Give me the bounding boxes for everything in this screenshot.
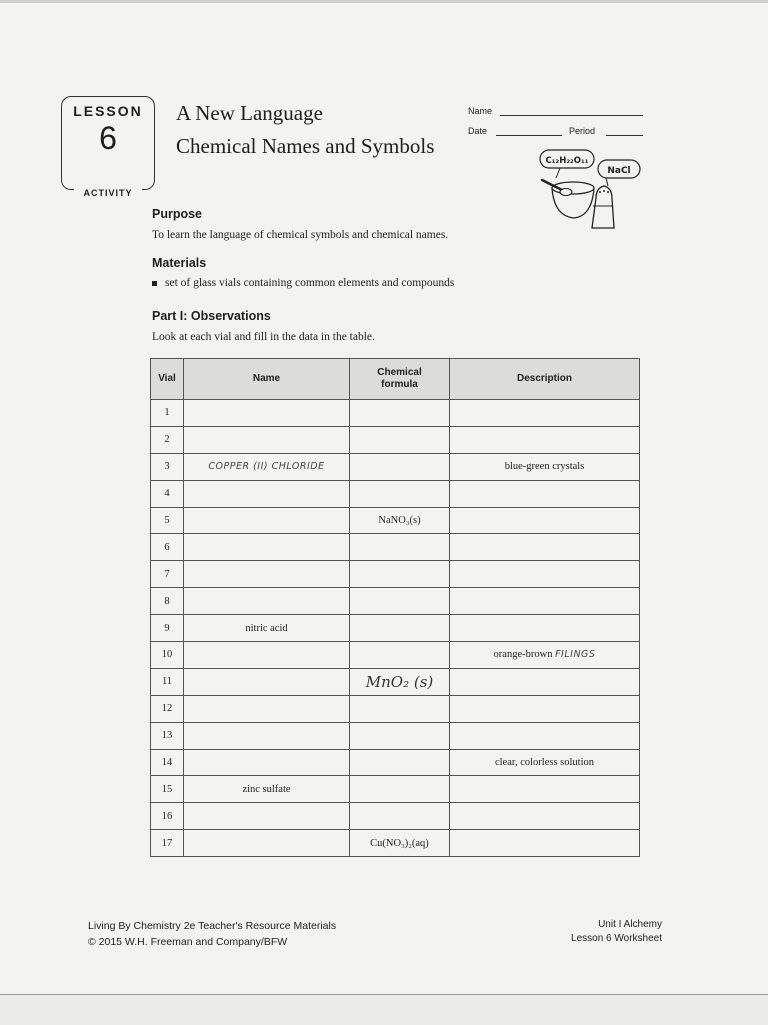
table-row	[151, 668, 640, 695]
formula-cell[interactable]	[350, 749, 450, 776]
vial-number: 16	[151, 803, 184, 830]
name-cell[interactable]	[184, 480, 350, 507]
table-row	[151, 426, 640, 453]
name-cell[interactable]	[184, 642, 350, 669]
table-row	[151, 615, 640, 642]
observations-table	[150, 358, 640, 857]
part1-heading: Part I: Observations	[152, 309, 271, 323]
vial-number: 4	[151, 480, 184, 507]
table-row	[151, 453, 640, 480]
vial-number: 15	[151, 776, 184, 803]
formula-cell[interactable]	[350, 534, 450, 561]
description-cell[interactable]	[450, 561, 640, 588]
table-row	[151, 588, 640, 615]
vial-number: 17	[151, 830, 184, 857]
table-row	[151, 722, 640, 749]
footer-unit: Unit I Alchemy	[598, 919, 662, 930]
page-edge-top	[0, 0, 768, 3]
materials-heading: Materials	[152, 256, 207, 270]
table-row	[151, 695, 640, 722]
formula-cell[interactable]	[350, 776, 450, 803]
name-cell[interactable]	[184, 668, 350, 695]
vial-number: 5	[151, 507, 184, 534]
description-cell[interactable]	[450, 642, 640, 669]
lesson-badge	[61, 96, 155, 198]
description-cell[interactable]	[450, 480, 640, 507]
description-cell[interactable]	[450, 695, 640, 722]
name-cell[interactable]	[184, 695, 350, 722]
formula-cell[interactable]	[350, 453, 450, 480]
vial-number: 2	[151, 426, 184, 453]
name-cell[interactable]: nitric acid	[184, 615, 350, 642]
date-field[interactable]	[496, 135, 562, 136]
bullet-icon	[152, 281, 157, 286]
formula-cell[interactable]	[350, 668, 450, 695]
table-row	[151, 400, 640, 427]
formula-cell[interactable]	[350, 588, 450, 615]
formula-cell[interactable]	[350, 480, 450, 507]
formula-cell[interactable]: NaNO₃(s)	[350, 507, 450, 534]
sugar-salt-illustration-icon	[536, 148, 648, 232]
description-cell[interactable]	[450, 507, 640, 534]
description-cell[interactable]	[450, 426, 640, 453]
period-field[interactable]	[606, 135, 643, 136]
vial-number: 10	[151, 642, 184, 669]
bowl-formula-label: C₁₂H₂₂O₁₁	[545, 156, 589, 166]
handwritten-name: COPPER (II) CHLORIDE	[208, 461, 325, 473]
table-row	[151, 830, 640, 857]
description-cell[interactable]: clear, colorless solution	[450, 749, 640, 776]
description-cell[interactable]	[450, 722, 640, 749]
title-line-2: Chemical Names and Symbols	[176, 134, 435, 158]
footer-copyright: © 2015 W.H. Freeman and Company/BFW	[88, 936, 288, 948]
materials-item	[152, 277, 454, 289]
description-cell[interactable]	[450, 400, 640, 427]
materials-item-text: set of glass vials containing common elements and compounds	[165, 277, 455, 289]
formula-cell[interactable]	[350, 561, 450, 588]
activity-tag: ACTIVITY	[74, 188, 142, 198]
header-formula-text: Chemical formula	[377, 367, 422, 390]
description-cell[interactable]	[450, 803, 640, 830]
name-cell[interactable]	[184, 830, 350, 857]
table-row	[151, 480, 640, 507]
formula-cell[interactable]	[350, 803, 450, 830]
formula-cell[interactable]	[350, 695, 450, 722]
footer-book-title: Living By Chemistry 2e Teacher's Resource Materials	[88, 920, 337, 932]
handwritten-description: FILINGS	[555, 649, 596, 661]
name-cell[interactable]	[184, 561, 350, 588]
name-cell[interactable]	[184, 588, 350, 615]
title-line-1: A New Language	[176, 101, 323, 125]
purpose-heading: Purpose	[152, 207, 203, 221]
purpose-text: To learn the language of chemical symbols and chemical names.	[152, 229, 449, 241]
vial-number: 3	[151, 453, 184, 480]
vial-number: 1	[151, 400, 184, 427]
date-label: Date	[468, 126, 488, 136]
lesson-label: LESSON	[73, 103, 143, 119]
description-cell[interactable]	[450, 668, 640, 695]
name-cell[interactable]	[184, 722, 350, 749]
period-label: Period	[569, 126, 596, 136]
table-row	[151, 749, 640, 776]
name-cell[interactable]	[184, 534, 350, 561]
page-edge-bottom	[0, 994, 768, 1025]
description-cell[interactable]	[450, 588, 640, 615]
header-name: Name	[184, 359, 350, 400]
formula-cell[interactable]	[350, 400, 450, 427]
formula-cell[interactable]	[350, 722, 450, 749]
vial-number: 13	[151, 722, 184, 749]
description-cell[interactable]	[450, 534, 640, 561]
description-cell[interactable]	[450, 776, 640, 803]
table-row	[151, 803, 640, 830]
table-row	[151, 642, 640, 669]
description-text: orange-brown	[493, 649, 553, 661]
table-row	[151, 534, 640, 561]
footer-worksheet: Lesson 6 Worksheet	[571, 933, 662, 944]
name-label: Name	[468, 106, 493, 116]
name-cell[interactable]	[184, 400, 350, 427]
header-vial: Vial	[151, 359, 184, 400]
name-cell[interactable]	[184, 507, 350, 534]
vial-number: 7	[151, 561, 184, 588]
part1-instructions: Look at each vial and fill in the data in the table.	[152, 331, 375, 343]
name-cell[interactable]	[184, 749, 350, 776]
vial-number: 8	[151, 588, 184, 615]
name-cell[interactable]: zinc sulfate	[184, 776, 350, 803]
name-cell[interactable]	[184, 426, 350, 453]
lesson-number: 6	[99, 120, 117, 156]
formula-cell[interactable]: Cu(NO₃)₂(aq)	[350, 830, 450, 857]
formula-cell[interactable]	[350, 642, 450, 669]
table-row	[151, 776, 640, 803]
footer-unit-info	[520, 918, 662, 946]
vial-number: 14	[151, 749, 184, 776]
vial-number: 11	[151, 668, 184, 695]
shaker-formula-label: NaCl	[607, 166, 631, 176]
table-row	[151, 507, 640, 534]
description-cell[interactable]	[450, 830, 640, 857]
name-cell[interactable]	[184, 453, 350, 480]
description-cell[interactable]	[450, 615, 640, 642]
header-formula	[350, 359, 450, 400]
name-cell[interactable]	[184, 803, 350, 830]
table-row	[151, 561, 640, 588]
name-field[interactable]	[500, 115, 643, 116]
vial-number: 6	[151, 534, 184, 561]
formula-cell[interactable]	[350, 426, 450, 453]
header-description: Description	[450, 359, 640, 400]
description-cell[interactable]: blue-green crystals	[450, 453, 640, 480]
handwritten-formula: MnO₂ (s)	[365, 672, 434, 691]
vial-number: 9	[151, 615, 184, 642]
table-header-row	[151, 359, 640, 400]
formula-cell[interactable]	[350, 615, 450, 642]
vial-number: 12	[151, 695, 184, 722]
footer-credits	[88, 918, 336, 950]
